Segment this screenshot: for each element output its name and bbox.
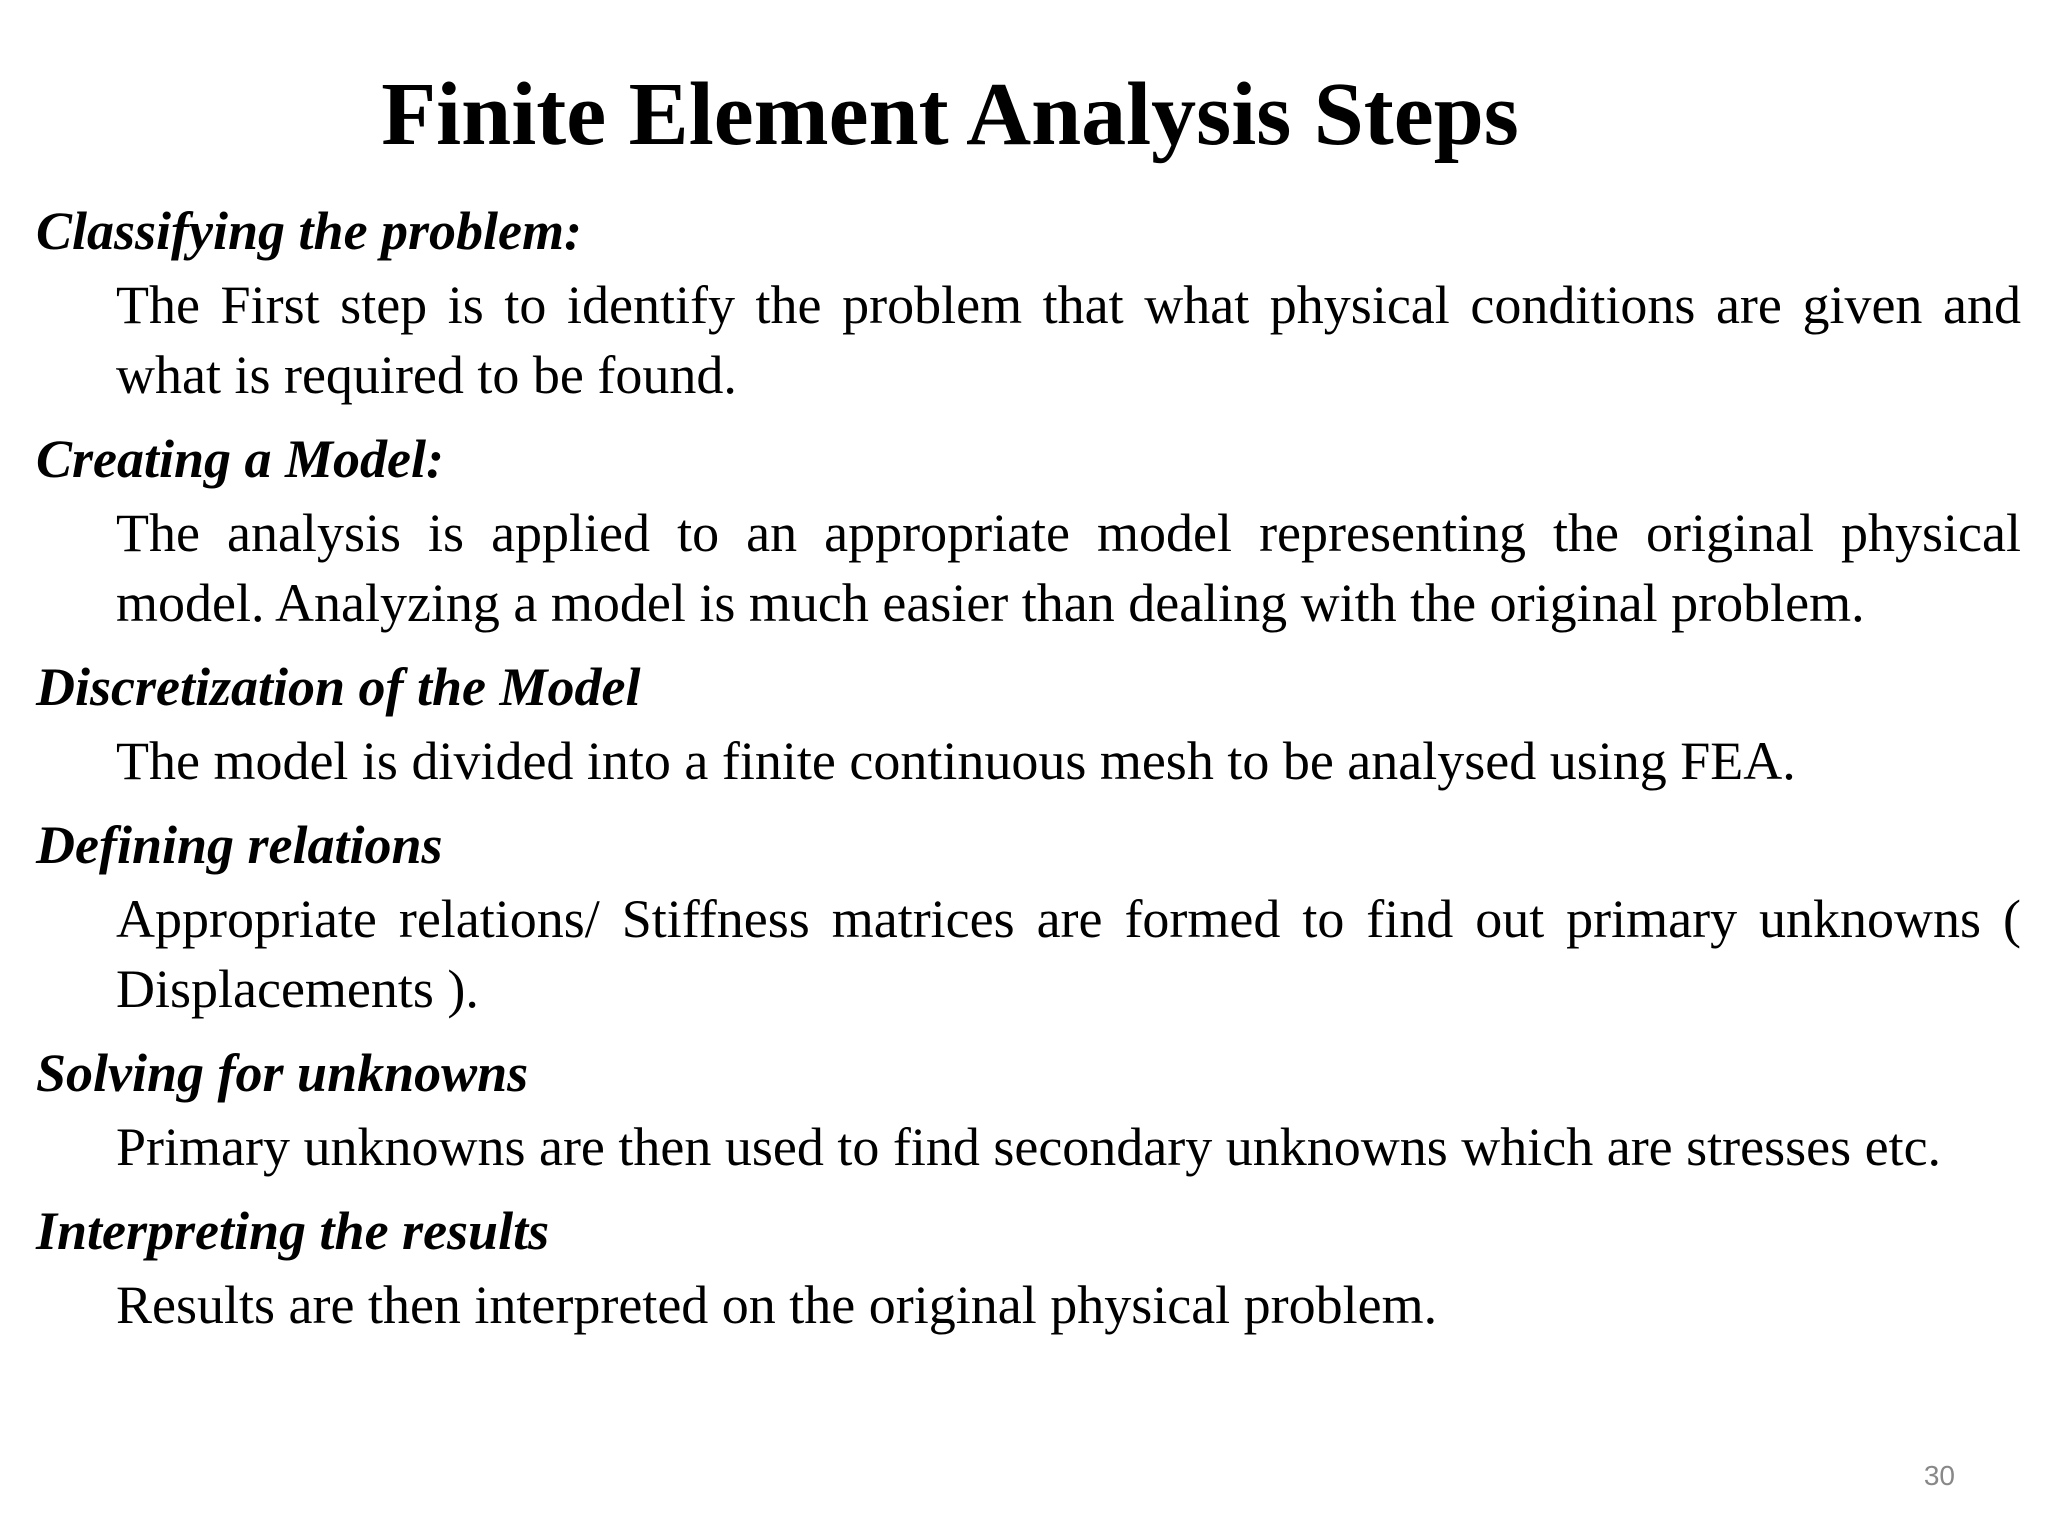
step-heading: Creating a Model: [36, 429, 445, 489]
step-item [36, 196, 2026, 410]
step-heading: Discretization of the Model [36, 657, 641, 717]
step-heading: Defining relations [36, 815, 443, 875]
step-item [36, 652, 2026, 796]
step-body: Primary unknowns are then used to find secondary unknowns which are stresses etc. [116, 1117, 1942, 1177]
step-heading: Solving for unknowns [36, 1043, 529, 1103]
slide-title: Finite Element Analysis Steps [381, 65, 1519, 164]
step-body: The model is divided into a finite continuous mesh to be analysed using FEA. [116, 731, 1796, 791]
step-item [36, 810, 2026, 1024]
step-item [36, 1196, 2026, 1340]
step-body: The First step is to identify the problem that what physical conditions are given and what is required to be found. [116, 275, 2021, 405]
step-heading: Interpreting the results [36, 1201, 550, 1261]
page-number: 30 [1923, 1460, 1955, 1491]
step-body: The analysis is applied to an appropriate model representing the original physical model. Analyzing a model is much easier than dealing with the original problem. [116, 503, 2021, 633]
step-heading: Classifying the problem: [36, 201, 583, 261]
step-body: Results are then interpreted on the original physical problem. [116, 1275, 1438, 1335]
steps-list [36, 196, 2026, 1354]
step-item [36, 1038, 2026, 1182]
step-item [36, 424, 2026, 638]
step-body: Appropriate relations/ Stiffness matrices are formed to find out primary unknowns ( Displacements ). [116, 889, 2021, 1019]
